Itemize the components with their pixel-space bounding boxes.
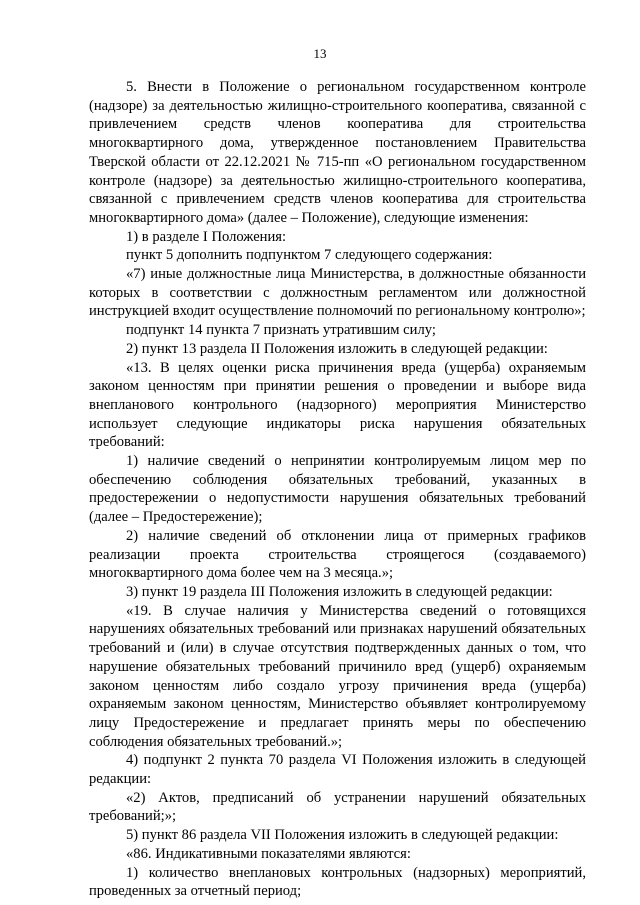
paragraph: «7) иные должностные лица Министерства, в должностные обязанности которых в соответствии с должностным регламентом или должностной инструкцией входит осуществление полномочий по региональному контролю»; — [89, 266, 586, 320]
paragraph: «2) Актов, предписаний об устранении нарушений обязательных требований;»; — [89, 789, 586, 825]
document-body — [89, 78, 586, 901]
paragraph: пункт 5 дополнить подпунктом 7 следующего содержания: — [126, 247, 493, 264]
paragraph: 1) в разделе I Положения: — [126, 228, 287, 245]
paragraph: 1) количество внеплановых контрольных (надзорных) мероприятий, проведенных за отчетный период; — [89, 864, 586, 900]
paragraph: 2) наличие сведений об отклонении лица от примерных графиков реализации проекта строительства строящегося (создаваемого) многоквартирного дома более чем на 3 месяца.»; — [89, 527, 586, 582]
page-number: 13 — [313, 46, 327, 61]
paragraph: «19. В случае наличия у Министерства сведений о готовящихся нарушениях обязательных требований или признаках нарушений обязательных требований и (или) в случае отсутствия подтвержденных данных о том, что нарушение обязательных требований причинило вред (ущерб) охраняемым законом ценностям либо создало угрозу причинения вреда (ущерба) охраняемым законом ценностям, Министерство объявляет контролируемому лицу Предостережение и предлагает принять меры по обеспечению соблюдения обязательных требований.»; — [89, 602, 586, 750]
paragraph: 2) пункт 13 раздела II Положения изложить в следующей редакции: — [126, 340, 548, 357]
paragraph: «86. Индикативными показателями являются: — [126, 845, 411, 862]
paragraph: 5. Внести в Положение о региональном государственном контроле (надзоре) за деятельностью жилищно-строительного кооператива, связанной с привлечением средств членов кооператива для строительства многоквартирного дома, утвержденное постановлением Правительства Тверской области от 22.12.2021 № 715-пп «О региональном государственном контроле (надзоре) за деятельностью жилищно-строительного кооператива, связанной с привлечением средств членов кооператива для строительства многоквартирного дома» (далее – Положение), следующие изменения: — [89, 79, 586, 226]
paragraph: 5) пункт 86 раздела VII Положения изложить в следующей редакции: — [126, 827, 559, 844]
paragraph: 3) пункт 19 раздела III Положения изложить в следующей редакции: — [126, 583, 553, 600]
paragraph: «13. В целях оценки риска причинения вреда (ущерба) охраняемым законом ценностям при принятии решения о проведении и выборе вида внепланового контрольного (надзорного) мероприятия Министерство использует следующие индикаторы риска нарушения обязательных требований: — [89, 359, 586, 451]
paragraph: подпункт 14 пункта 7 признать утратившим силу; — [126, 322, 436, 339]
paragraph: 1) наличие сведений о непринятии контролируемым лицом мер по обеспечению соблюдения обязательных требований, указанных в предостережении о недопустимости нарушения обязательных требований (далее – Предостережение); — [89, 453, 586, 526]
paragraph: 4) подпункт 2 пункта 70 раздела VI Положения изложить в следующей редакции: — [89, 752, 586, 788]
